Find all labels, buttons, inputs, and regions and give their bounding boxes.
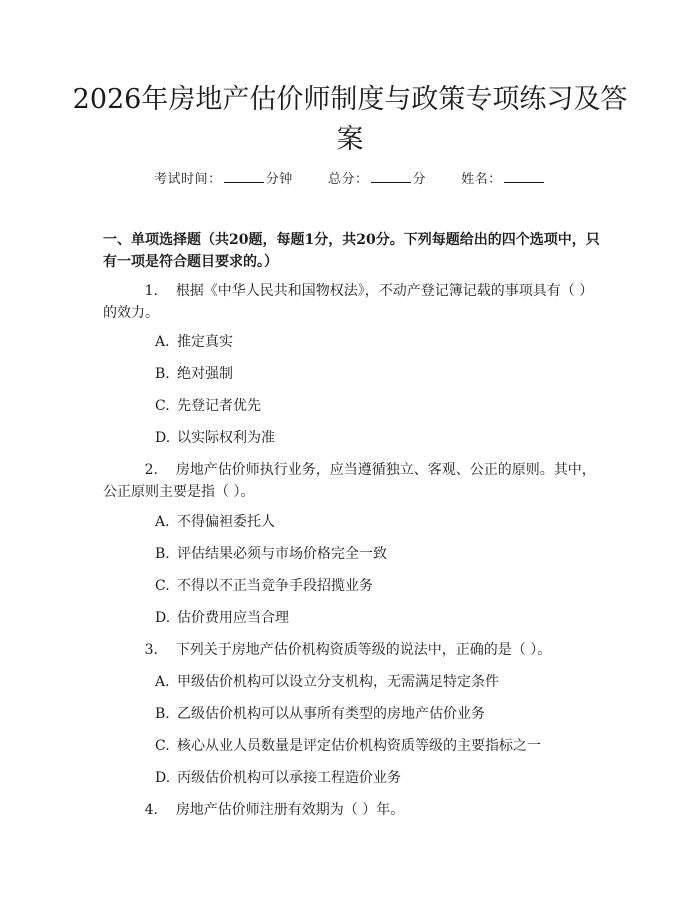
question-text: 房地产估价师注册有效期为（ ）年。 (175, 802, 405, 818)
question-3-option-c: C. 核心从业人员数量是评定估价机构资质等级的主要指标之一 (155, 738, 541, 754)
question-text: 下列关于房地产估价机构资质等级的说法中，正确的是（ ）。 (175, 642, 552, 658)
question-2-option-c: C. 不得以不正当竞争手段招揽业务 (155, 578, 373, 594)
question-3-option-d: D. 丙级估价机构可以承接工程造价业务 (155, 770, 401, 786)
question-2-option-b: B. 评估结果必须与市场价格完全一致 (155, 546, 387, 562)
question-number: 1. (144, 283, 158, 299)
question-3-option-a: A. 甲级估价机构可以设立分支机构，无需满足特定条件 (155, 674, 499, 690)
question-1-option-d: D. 以实际权利为准 (155, 430, 275, 446)
time-label: 考试时间： (154, 172, 222, 187)
name-label: 姓名： (461, 172, 502, 187)
question-2 (103, 459, 603, 503)
score-label: 总分： (327, 172, 369, 187)
time-unit: 分钟 (265, 172, 293, 187)
question-number: 3. (144, 642, 158, 658)
question-1-option-c: C. 先登记者优先 (155, 398, 261, 414)
section-heading: 一、单项选择题（共20题，每题1分，共20分。下列每题给出的四个选项中，只有一项是符合题目要求的。） (103, 232, 600, 270)
question-3-option-b: B. 乙级估价机构可以从事所有类型的房地产估价业务 (155, 706, 485, 722)
question-1 (103, 280, 603, 324)
question-2-option-a: A. 不得偏袒委托人 (155, 514, 275, 530)
question-1-option-a: A. 推定真实 (155, 334, 233, 350)
time-blank (224, 172, 264, 183)
name-blank (504, 172, 544, 183)
question-text: 房地产估价师执行业务，应当遵循独立、客观、公正的原则。其中，公正原则主要是指（ ）。 (103, 462, 596, 500)
document-title: 2026年房地产估价师制度与政策专项练习及答案 (72, 84, 628, 155)
question-2-option-d: D. 估价费用应当合理 (155, 610, 289, 626)
question-number: 2. (144, 462, 158, 478)
question-1-option-b: B. 绝对强制 (155, 366, 233, 382)
question-3 (103, 639, 603, 661)
question-number: 4. (144, 802, 158, 818)
exam-meta-line (0, 168, 700, 187)
score-blank (371, 172, 411, 183)
question-4 (103, 799, 603, 821)
question-text: 根据《中华人民共和国物权法》，不动产登记簿记载的事项具有（ ）的效力。 (103, 283, 594, 321)
score-unit: 分 (412, 172, 427, 187)
